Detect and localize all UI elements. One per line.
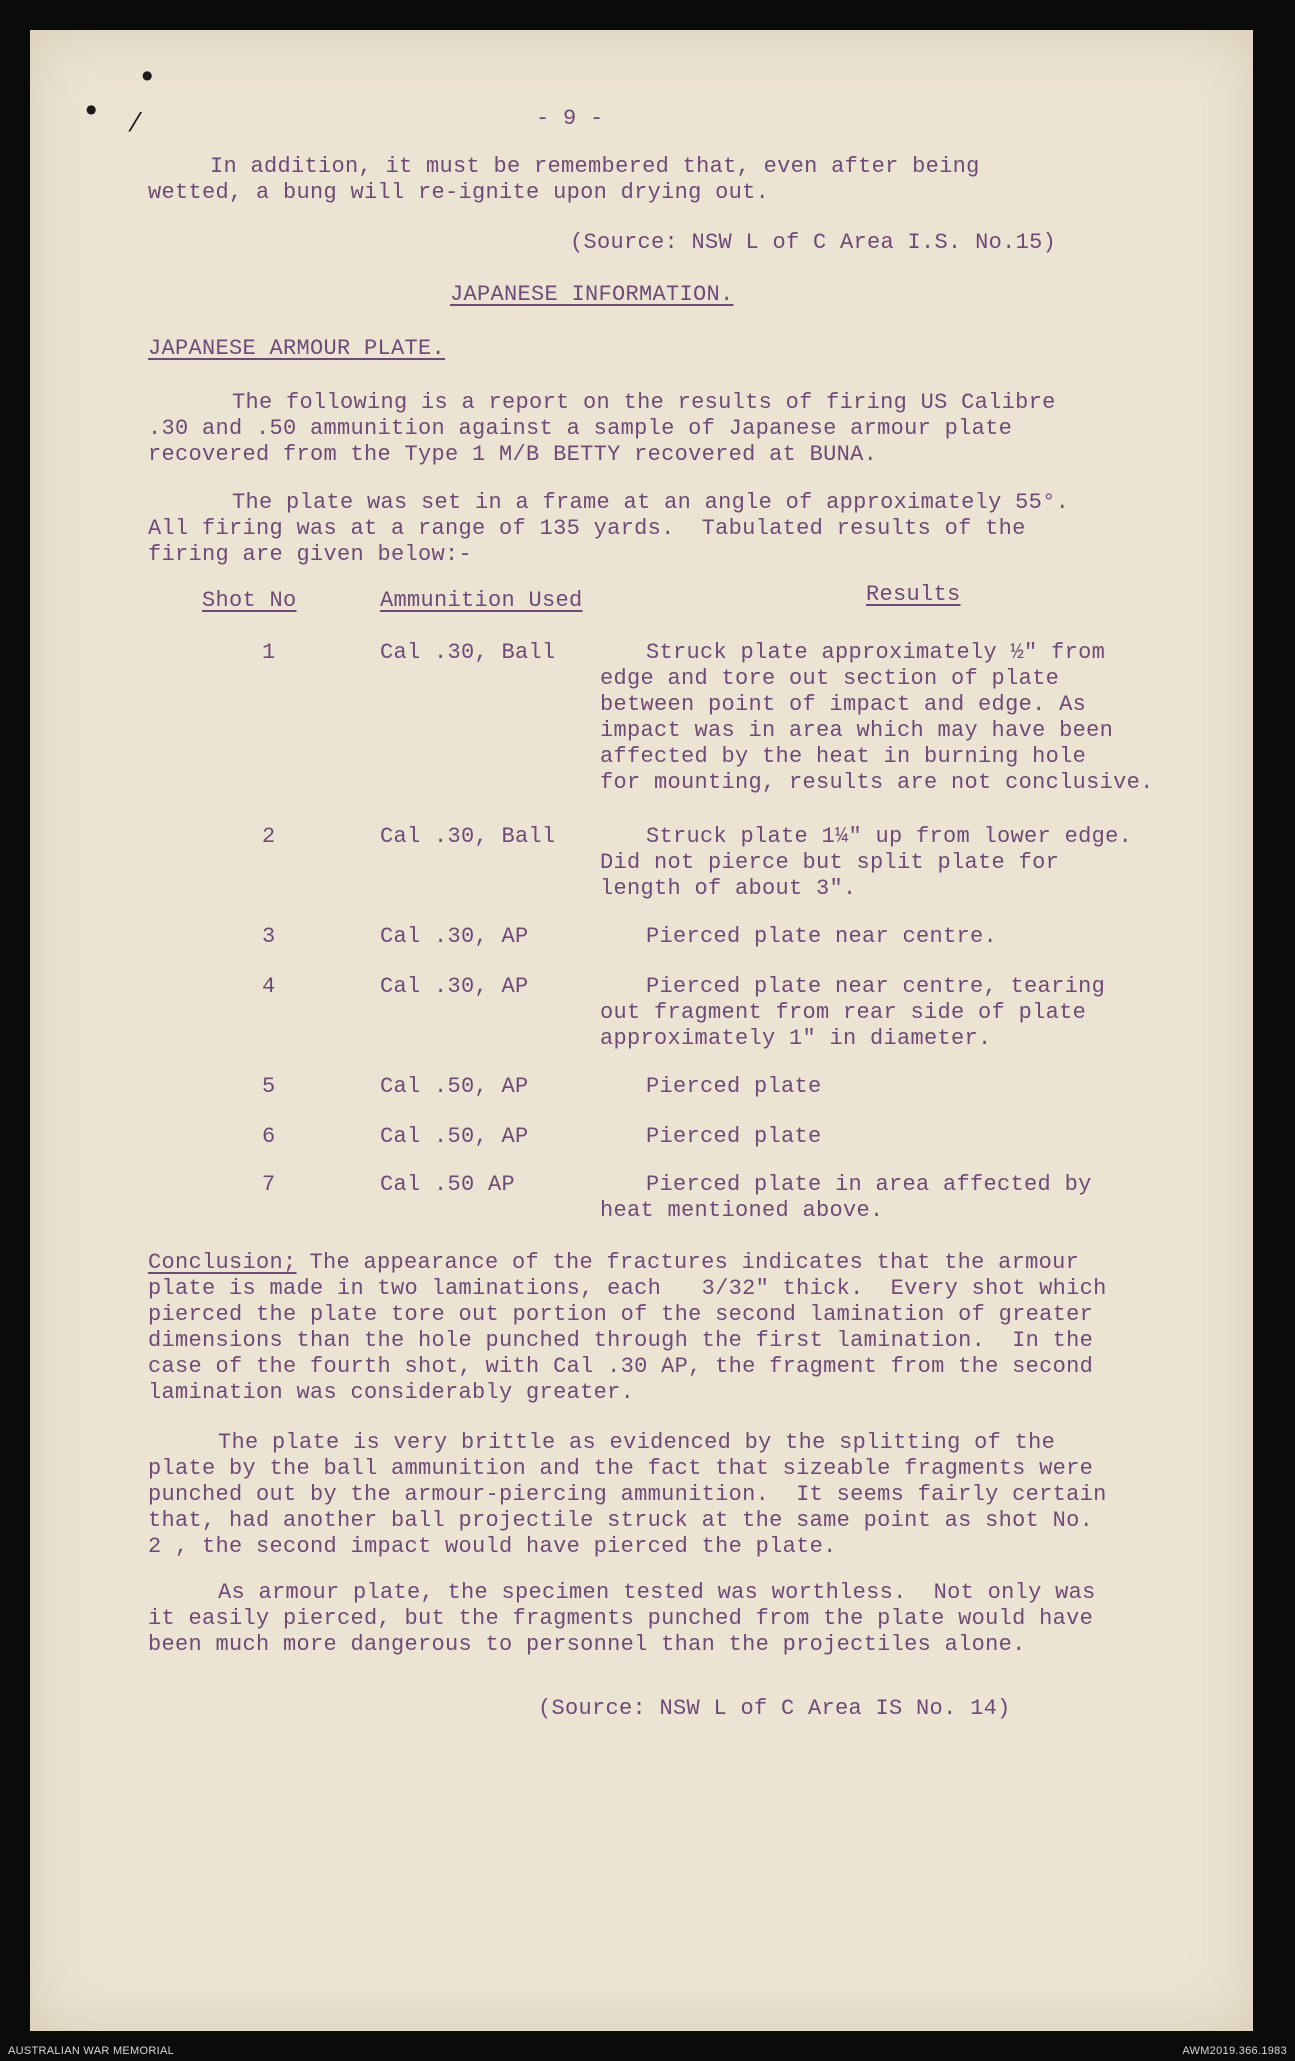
source-citation-1: (Source: NSW L of C Area I.S. No.15) — [570, 230, 1057, 255]
row-7-result-line-1: Pierced plate in area affected by — [646, 1172, 1092, 1197]
para-3-line-1: The plate is very brittle as evidenced by the splitting of the — [218, 1430, 1056, 1455]
conclusion-line-3: pierced the plate tore out portion of the second lamination of greater — [148, 1302, 1094, 1327]
para-4-line-1: As armour plate, the specimen tested was worthless. Not only was — [218, 1580, 1096, 1605]
row-6-shot: 6 — [262, 1124, 276, 1149]
para-1-line-3: recovered from the Type 1 M/B BETTY recovered at BUNA. — [148, 442, 878, 467]
para-2-line-2: All firing was at a range of 135 yards. Tabulated results of the — [148, 516, 1026, 541]
para-1-line-2: .30 and .50 ammunition against a sample of Japanese armour plate — [148, 416, 1013, 441]
row-7-shot: 7 — [262, 1172, 276, 1197]
header-shot-no: Shot No — [202, 588, 297, 613]
para-4-line-2: it easily pierced, but the fragments punched from the plate would have — [148, 1606, 1094, 1631]
row-1-result-line-2: edge and tore out section of plate — [600, 666, 1060, 691]
row-3-shot: 3 — [262, 924, 276, 949]
row-4-result-line-1: Pierced plate near centre, tearing — [646, 974, 1106, 999]
row-2-shot: 2 — [262, 824, 276, 849]
conclusion-line-6: lamination was considerably greater. — [148, 1380, 635, 1405]
conclusion-line-4: dimensions than the hole punched through the first lamination. In the — [148, 1328, 1094, 1353]
row-2-result-line-3: length of about 3". — [600, 876, 857, 901]
para-2-line-1: The plate was set in a frame at an angle of approximately 55°. — [232, 490, 1070, 515]
row-1-result-line-6: for mounting, results are not conclusive. — [600, 770, 1154, 795]
row-6-ammo: Cal .50, AP — [380, 1124, 529, 1149]
row-6-result-line-1: Pierced plate — [646, 1124, 822, 1149]
para-4-line-3: been much more dangerous to personnel than the projectiles alone. — [148, 1632, 1026, 1657]
row-1-ammo: Cal .30, Ball — [380, 640, 556, 665]
row-1-shot: 1 — [262, 640, 276, 665]
para-3-line-2: plate by the ball ammunition and the fact that sizeable fragments were — [148, 1456, 1094, 1481]
conclusion-line-5: case of the fourth shot, with Cal .30 AP, the fragment from the second — [148, 1354, 1094, 1379]
punch-mark-icon: ● — [142, 68, 153, 82]
para-3-line-5: 2 , the second impact would have pierced the plate. — [148, 1534, 837, 1559]
conclusion-line-1: The appearance of the fractures indicates that the armour — [296, 1250, 1080, 1275]
row-5-shot: 5 — [262, 1074, 276, 1099]
row-4-shot: 4 — [262, 974, 276, 999]
row-2-result-line-2: Did not pierce but split plate for — [600, 850, 1060, 875]
row-5-result-line-1: Pierced plate — [646, 1074, 822, 1099]
intro-line-1: In addition, it must be remembered that, even after being — [210, 154, 980, 179]
row-4-result-line-3: approximately 1" in diameter. — [600, 1026, 992, 1051]
row-5-ammo: Cal .50, AP — [380, 1074, 529, 1099]
subsection-title: JAPANESE ARMOUR PLATE. — [148, 336, 446, 361]
intro-line-2: wetted, a bung will re-ignite upon drying out. — [148, 180, 770, 205]
row-1-result-line-3: between point of impact and edge. As — [600, 692, 1087, 717]
row-4-result-line-2: out fragment from rear side of plate — [600, 1000, 1087, 1025]
footer-accession-number: AWM2019.366.1983 — [1182, 2045, 1287, 2057]
header-results: Results — [866, 582, 961, 607]
row-2-ammo: Cal .30, Ball — [380, 824, 556, 849]
punch-mark-icon: ⁄ — [133, 108, 138, 138]
document-page — [30, 30, 1253, 2031]
row-7-ammo: Cal .50 AP — [380, 1172, 516, 1197]
row-3-result-line-1: Pierced plate near centre. — [646, 924, 998, 949]
section-title: JAPANESE INFORMATION. — [450, 282, 734, 307]
source-citation-2: (Source: NSW L of C Area IS No. 14) — [538, 1696, 1011, 1721]
row-1-result-line-4: impact was in area which may have been — [600, 718, 1114, 743]
conclusion-line-2: plate is made in two laminations, each 3/32" thick. Every shot which — [148, 1276, 1107, 1301]
para-1-line-1: The following is a report on the results of firing US Calibre — [232, 390, 1056, 415]
row-7-result-line-2: heat mentioned above. — [600, 1198, 884, 1223]
header-ammunition: Ammunition Used — [380, 588, 583, 613]
row-3-ammo: Cal .30, AP — [380, 924, 529, 949]
row-4-ammo: Cal .30, AP — [380, 974, 529, 999]
row-1-result-line-5: affected by the heat in burning hole — [600, 744, 1087, 769]
page-number: - 9 - — [536, 106, 604, 131]
punch-mark-icon: ● — [86, 102, 97, 116]
para-3-line-3: punched out by the armour-piercing ammunition. It seems fairly certain — [148, 1482, 1107, 1507]
footer-institution: AUSTRALIAN WAR MEMORIAL — [8, 2045, 175, 2057]
para-2-line-3: firing are given below:- — [148, 542, 473, 567]
conclusion-label: Conclusion; — [148, 1250, 297, 1275]
para-3-line-4: that, had another ball projectile struck at the same point as shot No. — [148, 1508, 1094, 1533]
row-1-result-line-1: Struck plate approximately ½" from — [646, 640, 1106, 665]
row-2-result-line-1: Struck plate 1¼" up from lower edge. — [646, 824, 1133, 849]
